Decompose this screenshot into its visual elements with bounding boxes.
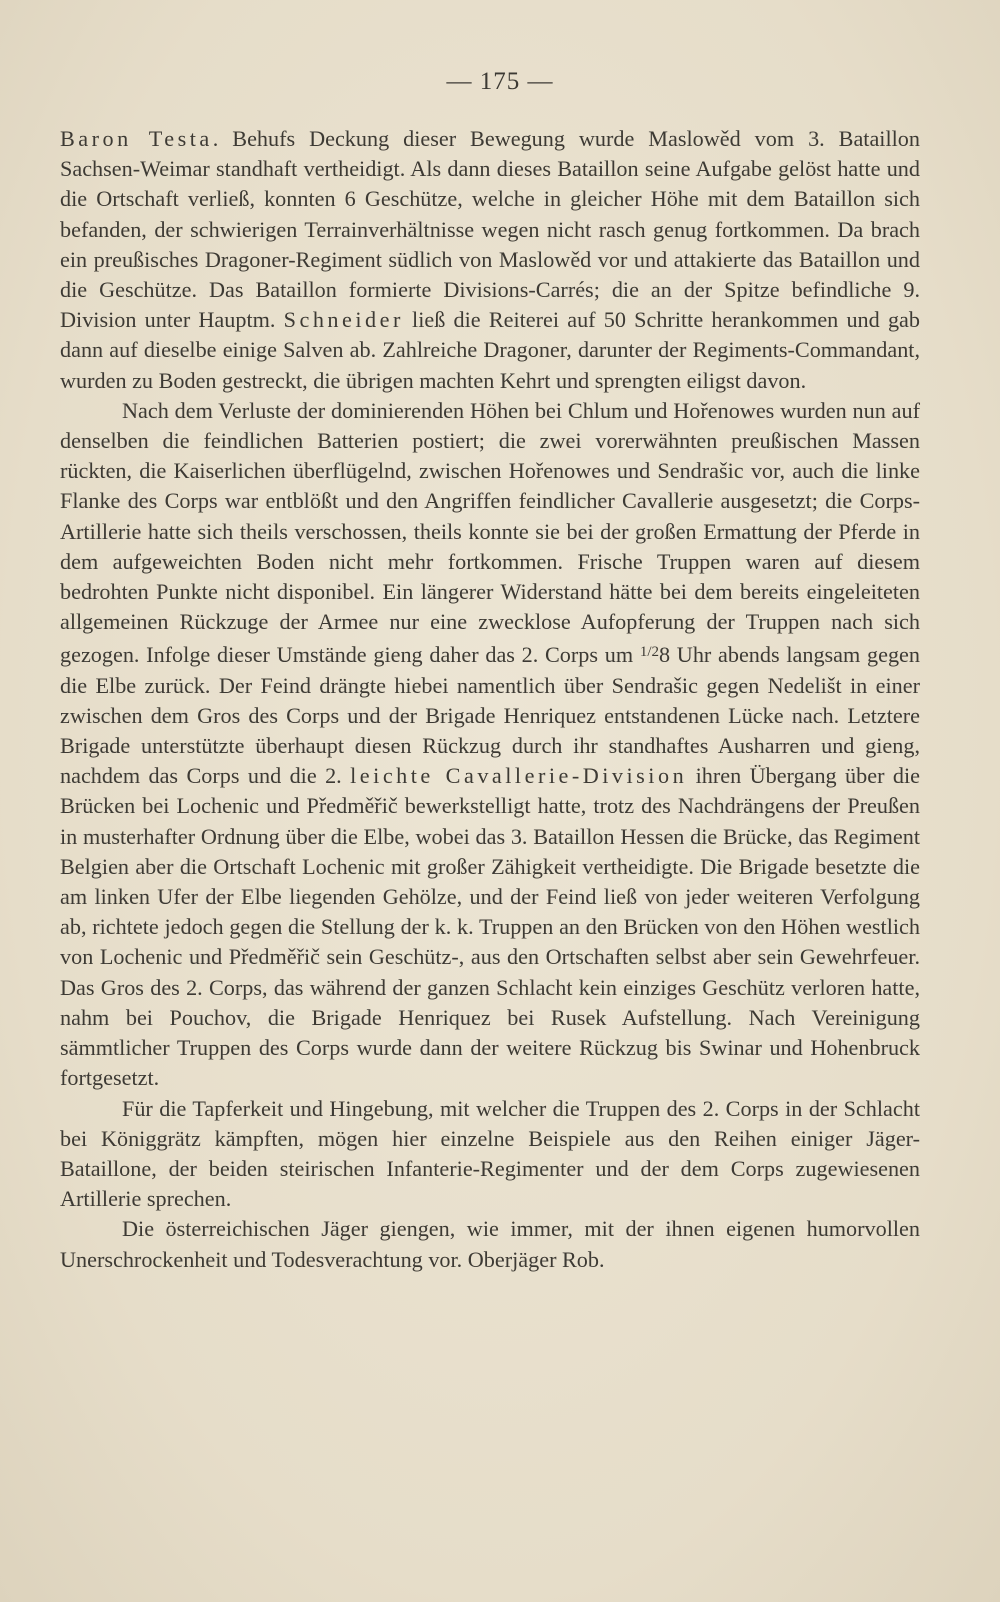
body-text xyxy=(60,124,920,1275)
paragraph xyxy=(60,1094,920,1215)
spaced-name: Baron Testa xyxy=(60,126,213,151)
paragraph xyxy=(60,1214,920,1274)
text-run: Die österreichischen Jäger giengen, wie immer, mit der ihnen eigenen humorvollen Unerschrockenheit und Todesverachtung vor. Oberjäger Rob. xyxy=(60,1216,920,1272)
paragraph xyxy=(60,396,920,1094)
text-run: ihren Übergang über die Brücken bei Lochenic und Předměřič bewerkstelligt hatte, trotz des Nachdrängens der Preußen in musterhafter Ordnung über die Elbe, wobei das 3. Bataillon Hessen die Brücke, das Regiment Belgien aber die Ortschaft Lochenic mit großer Zähigkeit vertheidigte. Die Brigade besetzte die am linken Ufer der Elbe liegenden Gehölze, und der Feind ließ von jeder weiteren Verfolgung ab, richtete jedoch gegen die Stellung der k. k. Truppen an den Brücken von den Höhen westlich von Lochenic und Předměřič sein Geschütz-, aus den Ortschaften selbst aber sein Gewehrfeuer. Das Gros des 2. Corps, das während der ganzen Schlacht kein einziges Geschütz verloren hatte, nahm bei Pouchov, die Brigade Henriquez bei Rusek Aufstellung. Nach Vereinigung sämmtlicher Truppen des Corps wurde dann der weitere Rückzug bis Swinar und Hohenbruck fortgesetzt. xyxy=(60,763,920,1091)
spaced-name: leichte Cavallerie-Division xyxy=(350,763,688,789)
fraction: 1/2 xyxy=(639,644,659,661)
text-run: 8 Uhr abends langsam gegen die Elbe zurück. Der Feind drängte hiebei namentlich über Sendrašic gegen Nedelišt in einer zwischen dem Gros des Corps und der Brigade Henriquez entstandenen Lücke nach. Letztere Brigade unterstützte überhaupt diesen Rückzug durch ihr standhaftes Ausharren und gieng, nachdem das Corps und die 2. xyxy=(60,642,920,789)
text-run: Für die Tapferkeit und Hingebung, mit welcher die Truppen des 2. Corps in der Schlacht bei Königgrätz kämpften, mögen hier einzelne Beispiele aus den Reihen einiger Jäger-Bataillone, der beiden steirischen Infanterie-Regimenter und der dem Corps zugewiesenen Artillerie sprechen. xyxy=(60,1095,920,1212)
text-run: Nach dem Verluste der dominierenden Höhen bei Chlum und Hořenowes wurden nun auf denselben die feindlichen Batterien postiert; die zwei vorerwähnten preußischen Massen rückten, die Kaiserlichen überflügelnd, zwischen Hořenowes und Sendrašic vor, auch die linke Flanke des Corps war entblößt und den Angriffen feindlicher Cavallerie ausgesetzt; die Corps-Artillerie hatte sich theils verschossen, theils konnte sie bei der großen Ermattung der Pferde in dem aufgeweichten Boden nicht mehr fortkommen. Frische Truppen waren auf diesem bedrohten Punkte nicht disponibel. Ein längerer Widerstand hätte bei dem bereits eingeleiteten allgemeinen Rückzuge der Armee nur eine zwecklose Aufopferung der Truppen nach sich gezogen. Infolge dieser Umstände gieng daher das 2. Corps um xyxy=(60,397,920,668)
page-number: — 175 — xyxy=(446,68,554,95)
text-run: . Behufs Deckung dieser Bewegung wurde Maslowěd vom 3. Bataillon Sachsen-Weimar standhaft vertheidigt. Als dann dieses Bataillon seine Aufgabe gelöst hatte und die Ortschaft verließ, konnten 6 Geschütze, welche in gleicher Höhe mit dem Bataillon sich befanden, der schwierigen Terrainverhältnisse wegen nicht rasch genug fortkommen. Da brach ein preußisches Dragoner-Regiment südlich von Maslowěd vor und attakierte das Bataillon und die Geschütze. Das Bataillon formierte Divisions-Carrés; die an der Spitze befindliche 9. Division unter Hauptm. xyxy=(60,126,920,333)
paragraph xyxy=(60,124,920,396)
spaced-name: Schneider xyxy=(283,307,404,333)
text-run: ließ die Reiterei auf 50 Schritte herankommen und gab dann auf dieselbe einige Salven ab. Zahlreiche Dragoner, darunter der Regiments-Commandant, wurden zu Boden gestreckt, die übrigen machten Kehrt und sprengten eiligst davon. xyxy=(60,307,920,393)
